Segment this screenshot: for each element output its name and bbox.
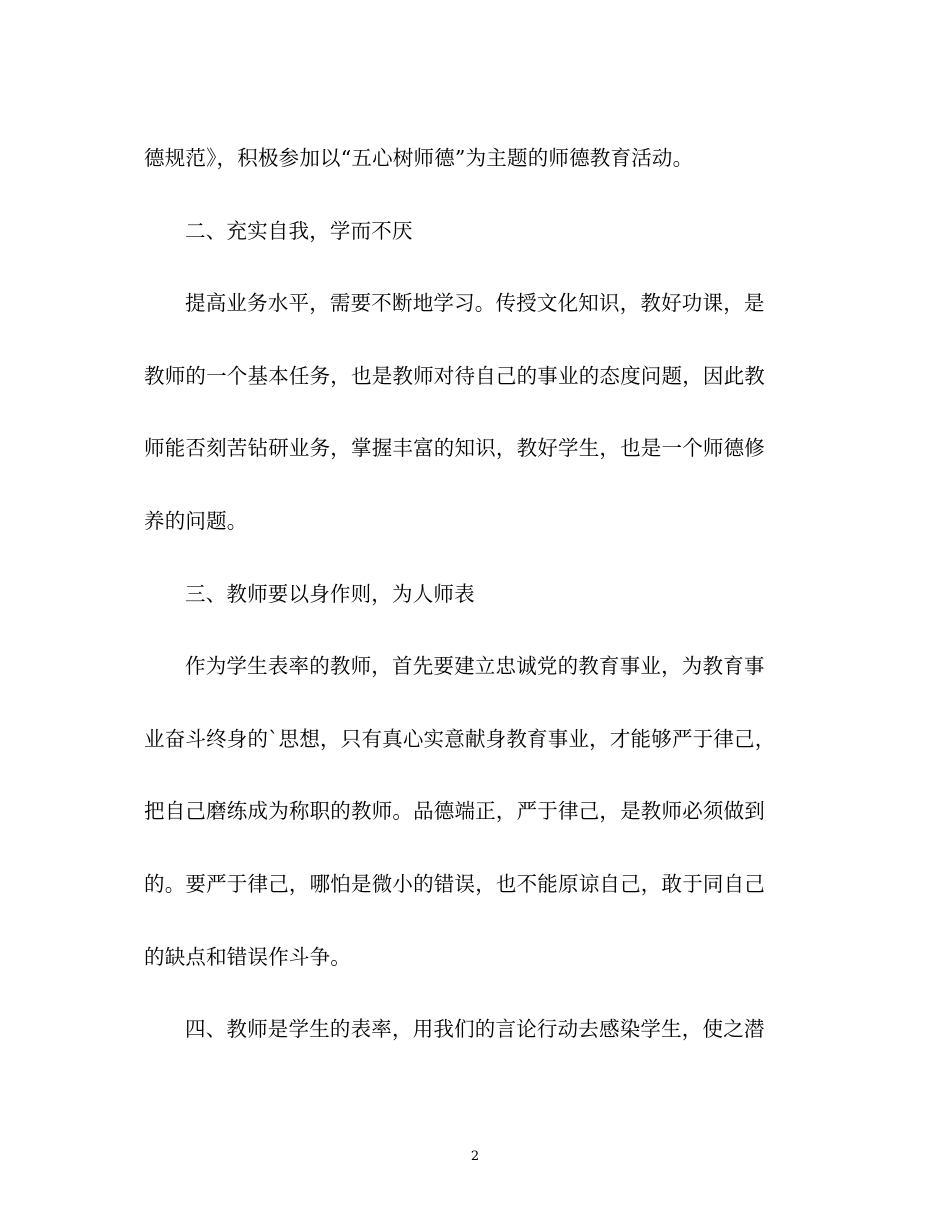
section-heading-2: 二、充实自我，学而不厌 <box>185 218 413 243</box>
text-line-11: 的。要严于律己，哪怕是微小的错误，也不能原谅自己，敢于同自己 <box>144 871 765 896</box>
text-line-6: 养的问题。 <box>144 508 248 533</box>
page-number: 2 <box>470 1149 480 1164</box>
section-heading-4: 四、教师是学生的表率，用我们的言论行动去感染学生，使之潜 <box>185 1017 765 1042</box>
text-line-10: 把自己磨练成为称职的教师。品德端正，严于律己，是教师必须做到 <box>144 799 765 824</box>
text-line-12: 的缺点和错误作斗争。 <box>144 944 351 969</box>
text-line-1: 德规范》，积极参加以“五心树师德”为主题的师德教育活动。 <box>144 146 694 170</box>
section-heading-3: 三、教师要以身作则，为人师表 <box>185 581 475 606</box>
text-line-3: 提高业务水平，需要不断地学习。传授文化知识，教好功课，是 <box>185 291 765 316</box>
body-text <box>144 135 800 1079</box>
text-line-8: 作为学生表率的教师，首先要建立忠诚党的教育事业，为教育事 <box>185 654 765 679</box>
text-line-5: 师能否刻苦钻研业务，掌握丰富的知识，教好学生，也是一个师德修 <box>144 436 765 461</box>
text-line-9: 业奋斗终身的`思想，只有真心实意献身教育事业，才能够严于律己， <box>144 726 776 751</box>
text-line-4: 教师的一个基本任务，也是教师对待自己的事业的态度问题，因此教 <box>144 363 765 388</box>
